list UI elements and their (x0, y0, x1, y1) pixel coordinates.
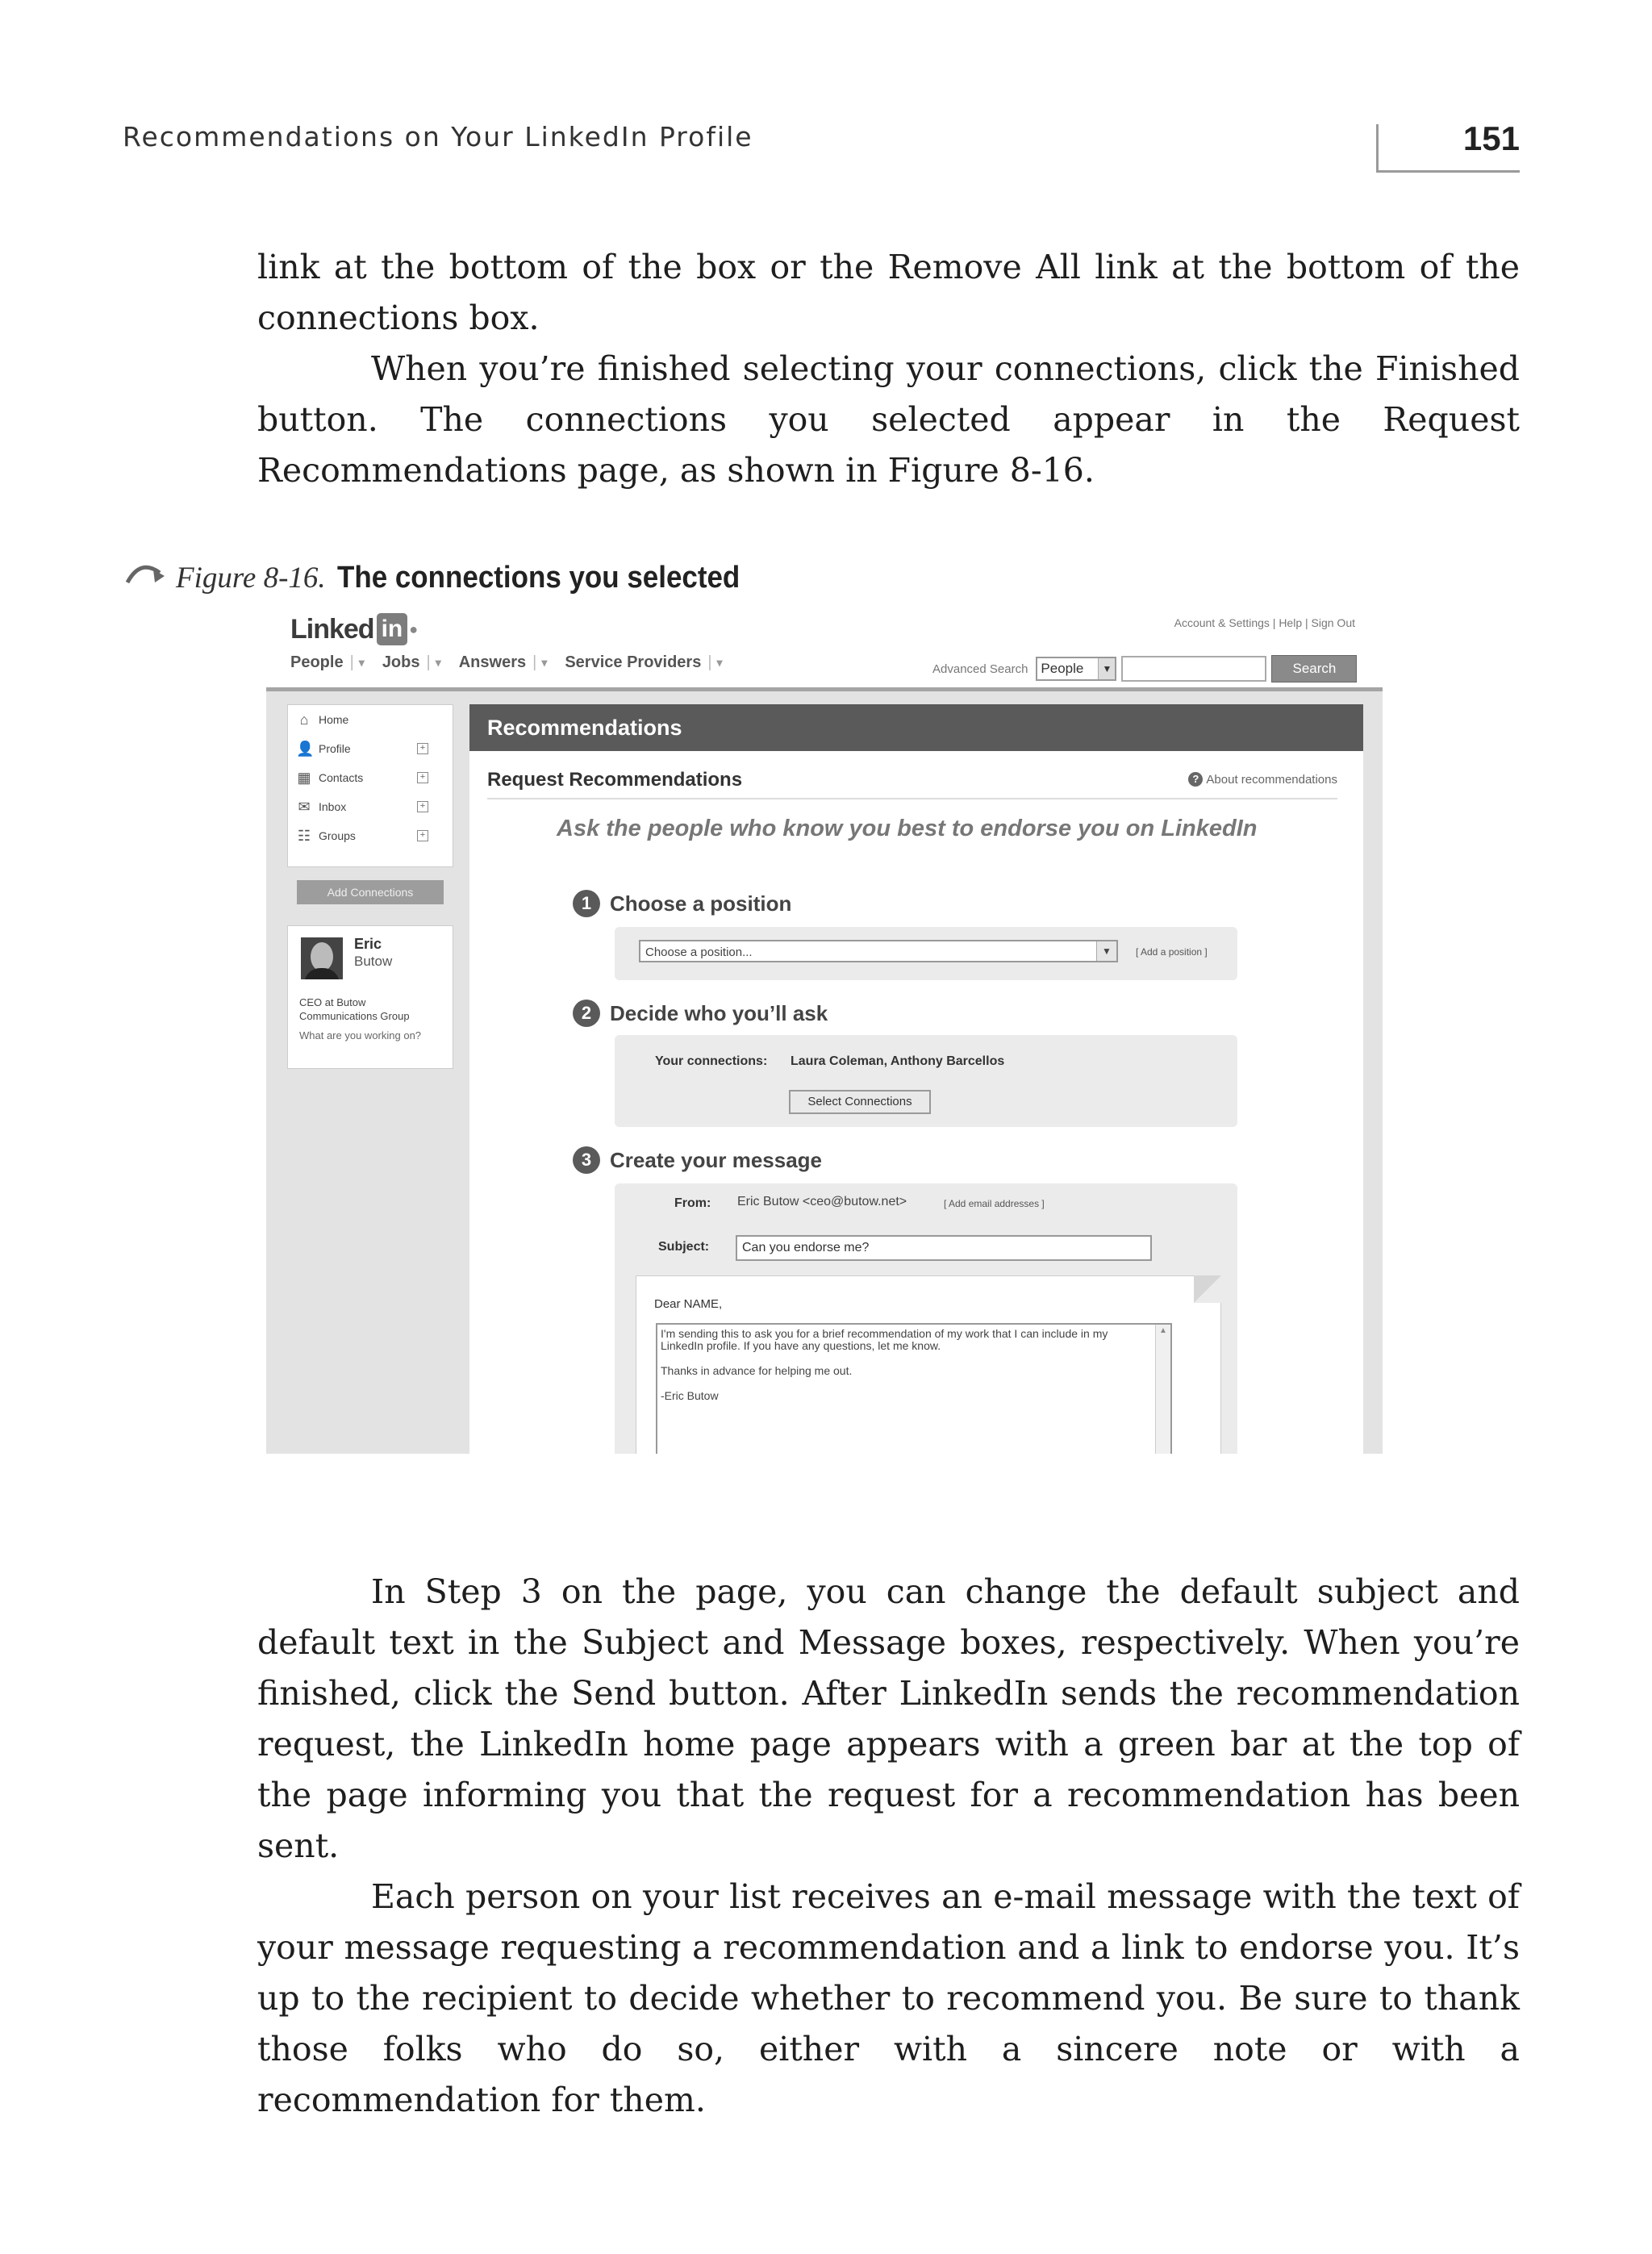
about-recommendations-label: About recommendations (1206, 772, 1337, 787)
nav-jobs-label: Jobs (382, 653, 420, 671)
inbox-icon: ✉ (298, 798, 311, 815)
step-label: Decide who you’ll ask (610, 1000, 828, 1025)
add-position-link[interactable]: [ Add a position ] (1136, 946, 1208, 958)
message-letter (636, 1275, 1221, 1454)
separator: | (426, 653, 431, 671)
divider (487, 798, 1337, 799)
page-rule-horizontal (1376, 170, 1520, 173)
avatar-body (304, 968, 340, 979)
chevron-down-icon: ▾ (541, 656, 548, 669)
nav-answers-label: Answers (458, 653, 527, 671)
add-email-link[interactable]: [ Add email addresses ] (944, 1198, 1045, 1209)
chevron-down-icon: ▾ (716, 656, 723, 669)
connections-label: Your connections: (655, 1054, 768, 1068)
expand-icon[interactable]: + (417, 830, 428, 841)
help-icon: ? (1188, 772, 1203, 787)
chevron-down-icon: ▾ (358, 656, 365, 669)
left-nav-inbox[interactable] (288, 792, 453, 821)
intro-paragraph-1: link at the bottom of the box or the Remove All link at the bottom of the connections box. (257, 248, 1520, 337)
subject-label: Subject: (658, 1240, 710, 1254)
left-nav-inbox-label: Inbox (319, 800, 347, 813)
add-connections-button[interactable]: Add Connections (297, 880, 444, 904)
figure-caption (123, 555, 774, 595)
left-nav-groups-label: Groups (319, 829, 356, 842)
nav-service-providers[interactable] (565, 653, 722, 672)
message-panel (615, 1183, 1237, 1454)
profile-title: CEO at Butow Communications Group (299, 996, 410, 1022)
left-nav-home[interactable] (288, 705, 453, 734)
about-recommendations-link[interactable] (1188, 772, 1337, 787)
nav-jobs[interactable] (382, 653, 441, 672)
step-number: 2 (573, 1000, 600, 1027)
connections-panel (615, 1035, 1237, 1127)
separator: | (532, 653, 537, 671)
step-number: 1 (573, 890, 600, 917)
running-head: Recommendations on Your LinkedIn Profile (123, 121, 753, 152)
intro-text (257, 242, 1520, 496)
avatar-face (311, 942, 333, 971)
outro-text (257, 1567, 1520, 2126)
scroll-up-icon[interactable]: ▲ (1159, 1326, 1167, 1335)
status-prompt[interactable]: What are you working on? (299, 1029, 422, 1041)
chevron-down-icon: ▾ (435, 656, 441, 669)
groups-icon: ☷ (297, 827, 311, 844)
search-scope-value: People (1041, 661, 1084, 676)
linkedin-logo[interactable] (290, 613, 418, 645)
position-select[interactable] (639, 940, 1118, 962)
left-nav-profile-label: Profile (319, 742, 351, 755)
curved-arrow-icon (123, 555, 171, 587)
left-nav-groups[interactable] (288, 821, 453, 850)
message-textarea[interactable] (656, 1323, 1172, 1454)
left-nav (287, 704, 453, 867)
step-2 (573, 1000, 828, 1027)
search-area (932, 655, 1357, 682)
message-line: Thanks in advance for helping me out. (661, 1364, 853, 1377)
separator: | (349, 653, 354, 671)
expand-icon[interactable]: + (417, 801, 428, 812)
select-connections-button[interactable]: Select Connections (789, 1090, 931, 1114)
profile-last-name[interactable]: Butow (354, 954, 393, 969)
separator: | (707, 653, 712, 671)
content-frame (266, 687, 1383, 1454)
page-fold (1194, 1275, 1221, 1303)
chevron-down-icon: ▼ (1096, 941, 1116, 961)
tagline: Ask the people who know you best to endorse you on LinkedIn (557, 816, 1258, 841)
from-label: From: (674, 1196, 711, 1210)
left-nav-contacts-label: Contacts (319, 771, 364, 784)
nav-service-providers-label: Service Providers (565, 653, 702, 671)
left-nav-profile[interactable] (288, 734, 453, 763)
left-nav-home-label: Home (319, 713, 349, 726)
position-select-value: Choose a position... (645, 945, 753, 959)
expand-icon[interactable]: + (417, 743, 428, 754)
section-title: Recommendations (469, 704, 1363, 751)
scrollbar[interactable] (1155, 1325, 1170, 1454)
search-button[interactable]: Search (1271, 655, 1357, 682)
recommendations-panel (469, 704, 1363, 1454)
salutation: Dear NAME, (654, 1297, 723, 1311)
linkedin-screenshot (266, 605, 1383, 1454)
position-panel (615, 927, 1237, 980)
connections-value: Laura Coleman, Anthony Barcellos (791, 1054, 1005, 1068)
step-label: Choose a position (610, 891, 792, 916)
chevron-down-icon: ▼ (1098, 658, 1115, 679)
step-1 (573, 890, 791, 917)
figure-label: Figure 8-16. (176, 561, 326, 595)
contacts-icon: ▦ (297, 769, 311, 786)
profile-first-name[interactable]: Eric (354, 936, 382, 952)
page-number: 151 (1462, 119, 1520, 157)
intro-paragraph-2: When you’re finished selecting your connections, click the Finished button. The connections you selected appear in the Request Recommendations page, as shown in Figure 8-16. (257, 349, 1520, 490)
person-icon: 👤 (296, 740, 315, 757)
nav-answers[interactable] (459, 653, 548, 672)
home-icon: ⌂ (299, 711, 309, 728)
avatar[interactable] (301, 937, 343, 979)
logo-badge: in (377, 613, 408, 645)
request-recommendations-heading: Request Recommendations (487, 769, 743, 791)
step-label: Create your message (610, 1147, 823, 1172)
figure-title: The connections you selected (336, 561, 740, 595)
from-value: Eric Butow <ceo@butow.net> (737, 1195, 907, 1208)
left-nav-contacts[interactable] (288, 763, 453, 792)
search-scope-select[interactable] (1036, 657, 1116, 681)
outro-paragraph-2: Each person on your list receives an e-mail message with the text of your message requesting a recommendation and a link to endorse you. It’s up to the recipient to decide whether to recommend you. Be sure to thank those folks who do so, either with a sincere note or with a recommendation for them. (257, 1877, 1520, 2119)
message-line: I'm sending this to ask you for a brief recommendation of my work that I can include in my LinkedIn profile. If you have any questions, let me know. (661, 1327, 1108, 1352)
step-number: 3 (573, 1146, 600, 1174)
logo-text: Linked (290, 613, 374, 645)
message-line: -Eric Butow (661, 1389, 719, 1402)
main-nav (290, 653, 740, 672)
nav-people[interactable] (290, 653, 365, 672)
account-links[interactable]: Account & Settings | Help | Sign Out (1174, 616, 1355, 629)
outro-paragraph-1: In Step 3 on the page, you can change the default subject and default text in the Subject and Message boxes, respectively. When you’re finished, click the Send button. After LinkedIn sends the recommendation request, the LinkedIn home page appears with a green bar at the top of the page informing you that the request for a recommendation has been sent. (257, 1572, 1520, 1865)
search-input[interactable] (1121, 656, 1266, 682)
step-3 (573, 1146, 822, 1174)
page-rule-vertical (1376, 124, 1379, 173)
subject-input[interactable]: Can you endorse me? (736, 1235, 1152, 1261)
nav-people-label: People (290, 653, 344, 671)
logo-registered-mark: ● (409, 620, 419, 637)
advanced-search-link[interactable]: Advanced Search (932, 662, 1028, 676)
expand-icon[interactable]: + (417, 772, 428, 783)
profile-card (287, 925, 453, 1069)
